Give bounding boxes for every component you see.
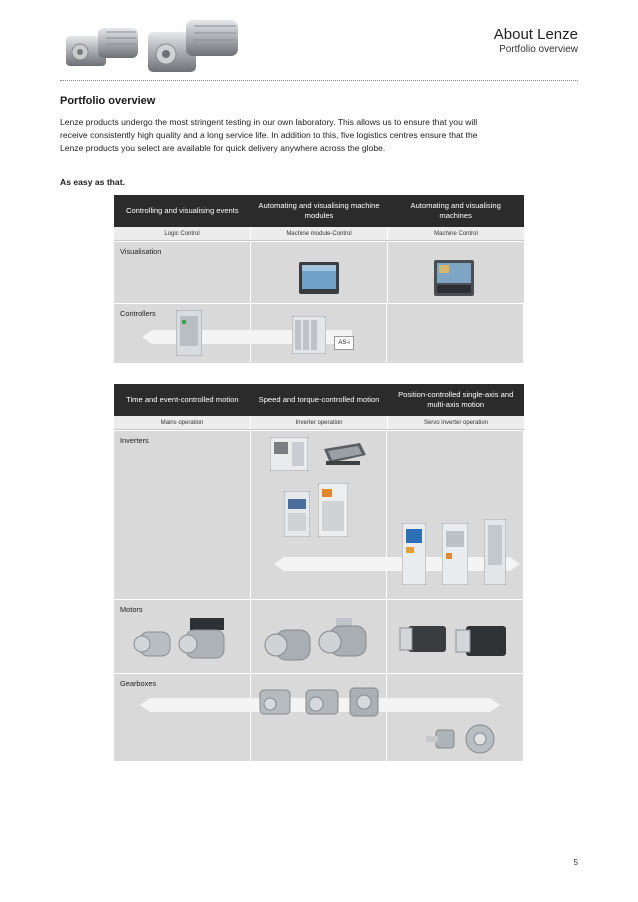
three-phase-motor-image bbox=[264, 622, 314, 666]
row-label: Controllers bbox=[120, 309, 156, 318]
column-header: Automating and visualising machines bbox=[410, 201, 501, 220]
table-subheader-row bbox=[114, 227, 524, 241]
column-header: Speed and torque-controlled motion bbox=[258, 395, 380, 404]
header-divider bbox=[60, 80, 578, 81]
servo-motor-image bbox=[398, 618, 452, 662]
table-header-row bbox=[114, 384, 524, 416]
column-subheader: Machine module-Control bbox=[251, 227, 388, 240]
table-row-controllers bbox=[114, 303, 524, 363]
scope-arrow bbox=[284, 557, 510, 571]
column-subheader: Servo inverter operation bbox=[423, 419, 489, 426]
inverter-flat-image bbox=[320, 441, 368, 467]
column-subheader: Mains operation bbox=[114, 416, 251, 429]
machine-module-controller-image bbox=[292, 316, 326, 354]
asi-module-label: AS-i bbox=[334, 336, 354, 350]
planetary-gearbox-1-image bbox=[426, 726, 456, 752]
tagline: As easy as that. bbox=[60, 177, 125, 187]
servo-inverter-3-image bbox=[484, 519, 506, 585]
three-phase-motor-2-image bbox=[318, 614, 370, 666]
intro-paragraph: Lenze products undergo the most stringent testing in our own laboratory. This allows us to ensure that you will receive consistently high quality and a long service life. In addition to this, five logistics centres ensure that the Lenze products you select are available for quick delivery anywhere across the globe. bbox=[60, 117, 478, 153]
ac-motor-small-image bbox=[132, 624, 174, 662]
table-row-visualisation bbox=[114, 241, 524, 303]
row-label: Motors bbox=[120, 605, 143, 614]
gearbox-2-image bbox=[302, 686, 342, 720]
touch-panel-image bbox=[299, 262, 339, 296]
logic-controller-image bbox=[176, 310, 202, 356]
table-header-row bbox=[114, 195, 524, 227]
servo-inverter-1-image bbox=[402, 523, 426, 585]
inverter-module-image bbox=[284, 491, 310, 537]
planetary-gearbox-2-image bbox=[460, 722, 496, 756]
drive-portfolio-table bbox=[114, 384, 524, 761]
section-title: Portfolio overview bbox=[60, 95, 156, 107]
row-label: Gearboxes bbox=[120, 679, 157, 688]
column-header: Controlling and visualising events bbox=[125, 206, 239, 215]
servo-motor-2-image bbox=[454, 618, 510, 664]
header-title: About Lenze bbox=[493, 26, 578, 43]
control-portfolio-table bbox=[114, 195, 524, 363]
inverter-drive-image bbox=[318, 483, 348, 537]
row-label: Inverters bbox=[120, 436, 149, 445]
column-subheader: Machine Control bbox=[434, 230, 478, 237]
column-subheader: Inverter operation bbox=[251, 416, 388, 429]
machine-control-panel-image bbox=[434, 260, 474, 298]
servo-inverter-2-image bbox=[442, 523, 468, 585]
gearmotor-header-image bbox=[58, 12, 248, 78]
header-subtitle: Portfolio overview bbox=[499, 44, 578, 55]
ac-motor-large-image bbox=[178, 616, 228, 664]
table-row-motors bbox=[114, 599, 524, 673]
table-subheader-row bbox=[114, 416, 524, 430]
table-row-gearboxes bbox=[114, 673, 524, 761]
row-label: Visualisation bbox=[120, 247, 162, 256]
column-subheader: Logic Control bbox=[114, 227, 251, 240]
table-row-inverters bbox=[114, 430, 524, 599]
column-header: Automating and visualising machine modules bbox=[258, 201, 380, 220]
column-header: Position-controlled single-axis and multi-axis motion bbox=[398, 390, 514, 409]
inverter-small-image bbox=[270, 437, 308, 471]
gearbox-3-image bbox=[346, 682, 382, 720]
gearbox-1-image bbox=[258, 686, 294, 718]
page-number: 5 bbox=[573, 858, 578, 867]
column-header: Time and event-controlled motion bbox=[126, 395, 239, 404]
